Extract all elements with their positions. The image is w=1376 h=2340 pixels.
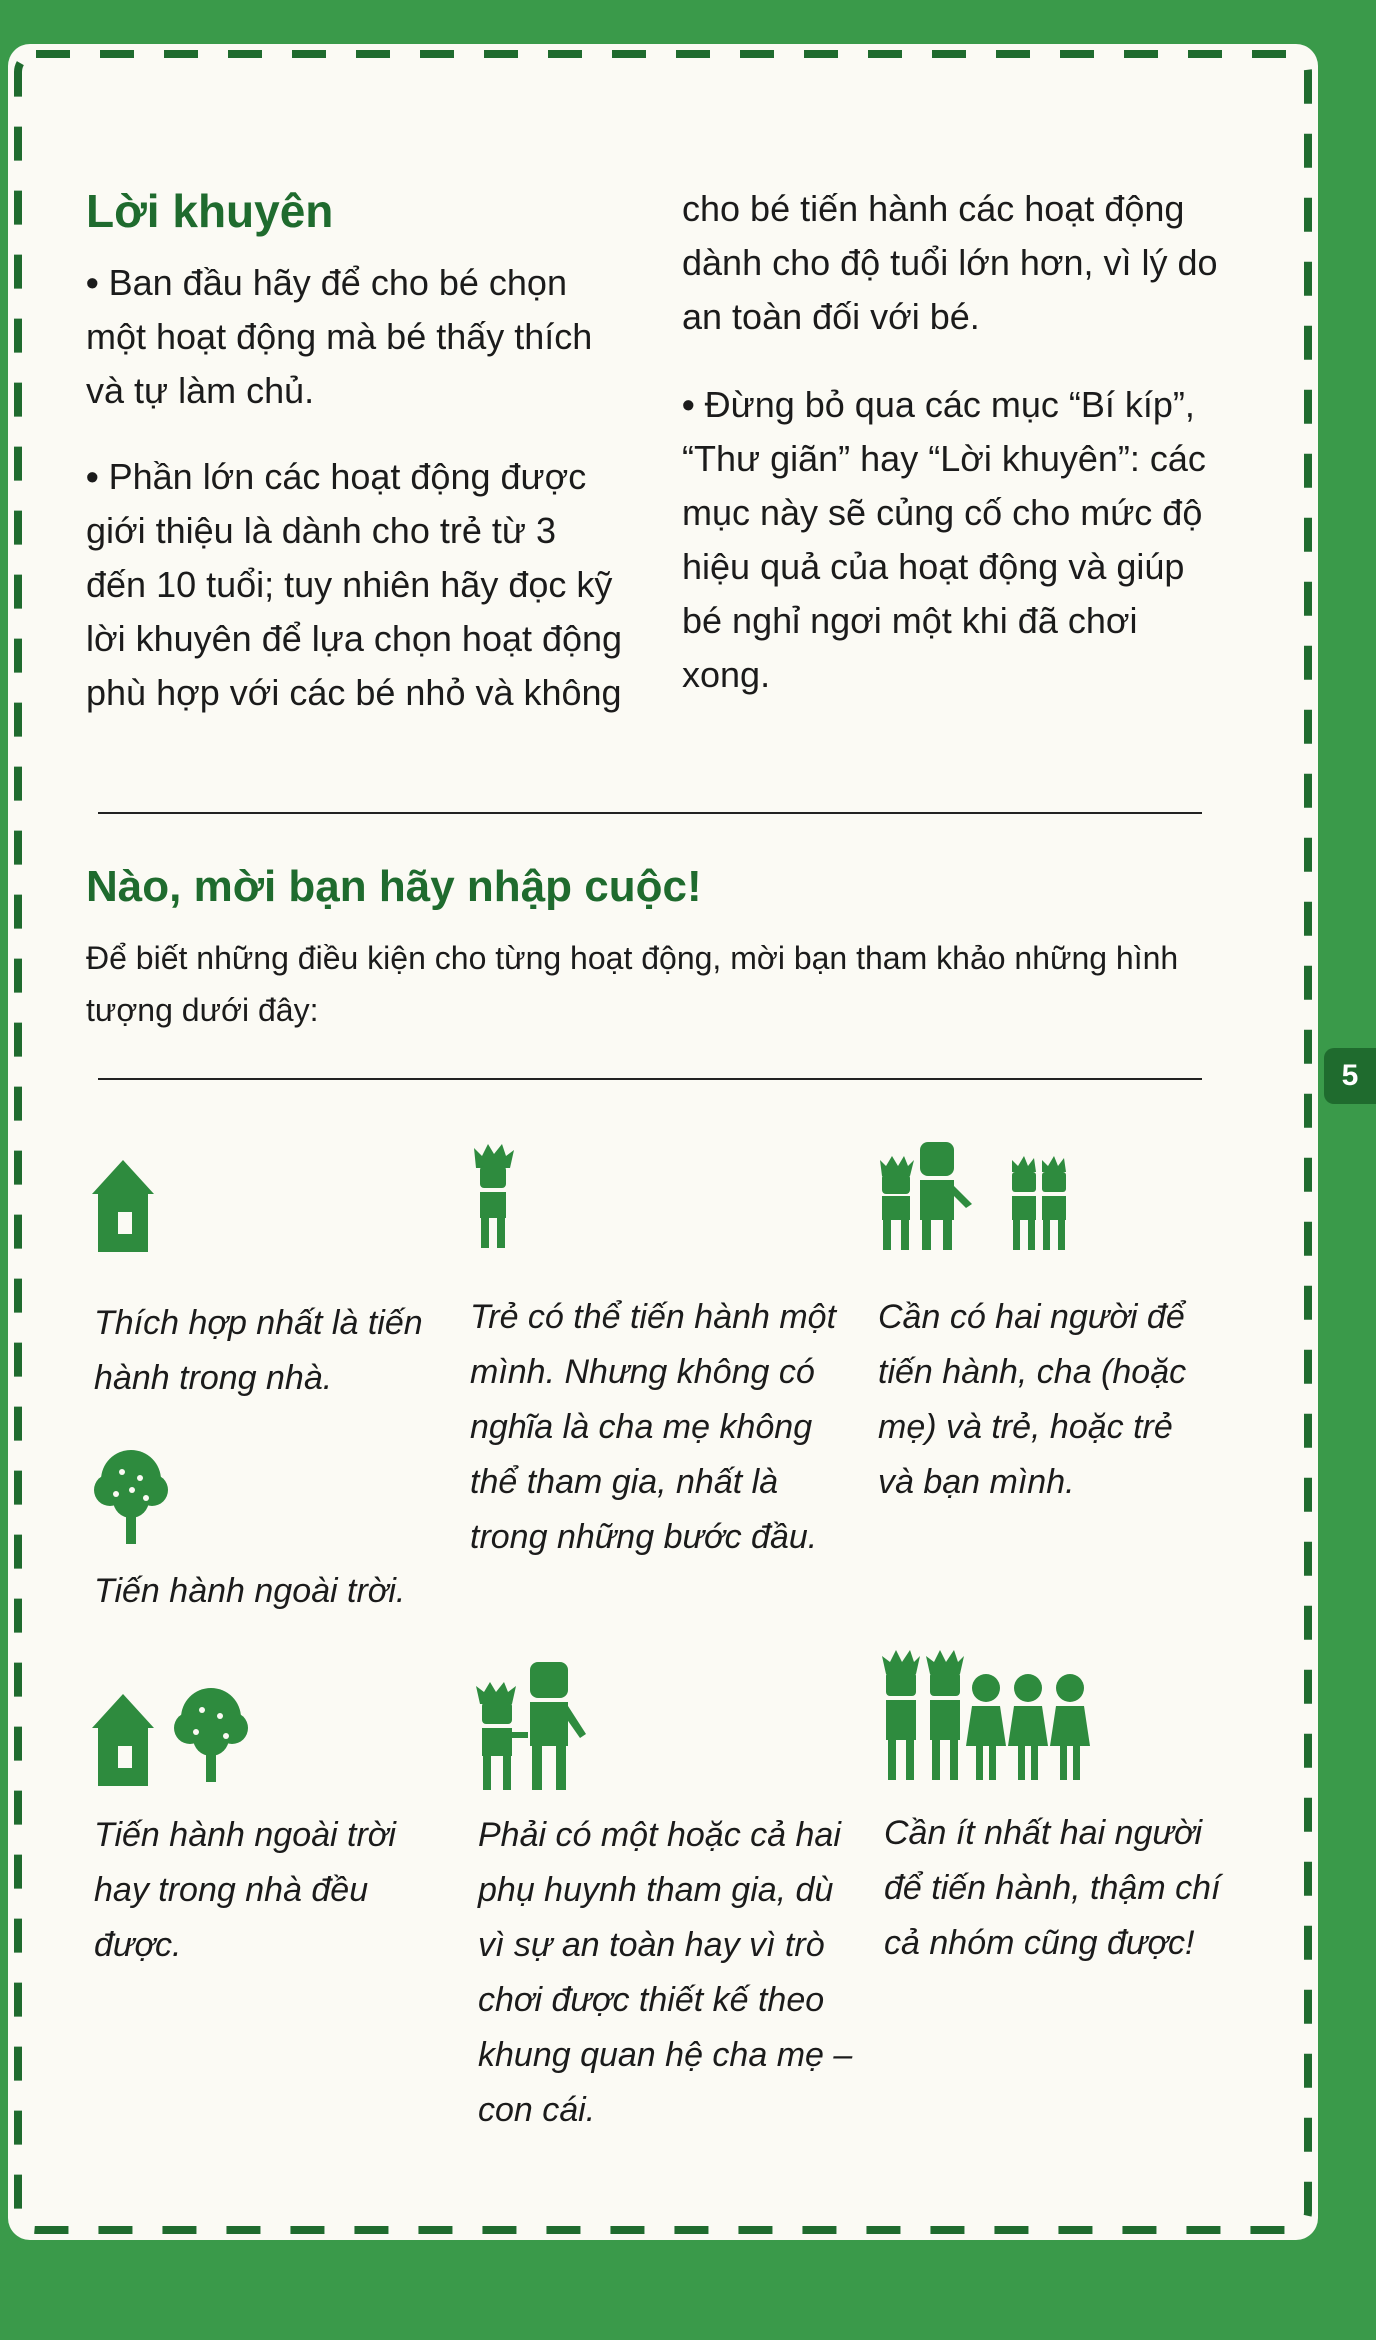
advice-bullet-1: • Ban đầu hãy để cho bé chọn một hoạt động mà bé thấy thích và tự làm chủ.	[86, 256, 626, 418]
caption-parent: Phải có một hoặc cả hai phụ huynh tham gia, dù vì sự an toàn hay vì trò chơi được thiết kế theo khung quan hệ cha mẹ – con cái.	[478, 1816, 853, 2129]
tree-icon-both	[174, 1686, 248, 1782]
caption-indoor: Thích hợp nhất là tiến hành trong nhà.	[94, 1304, 423, 1397]
child-icon	[468, 1142, 518, 1248]
caption-solo: Trẻ có thể tiến hành một mình. Nhưng không có nghĩa là cha mẹ không thể tham gia, nhất là trong những bước đầu.	[470, 1298, 837, 1556]
advice-bullet-2: • Phần lớn các hoạt động được giới thiệu là dành cho trẻ từ 3 đến 10 tuổi; tuy nhiên hãy đọc kỹ lời khuyên để lựa chọn hoạt động phù hợp với các bé nhỏ và không	[86, 450, 626, 720]
advice-bullet-2-continued: cho bé tiến hành các hoạt động dành cho độ tuổi lớn hơn, vì lý do an toàn đối với bé.	[682, 188, 1218, 337]
advice-heading: Lời khuyên	[86, 185, 334, 237]
parent-child-icon	[474, 1662, 590, 1790]
tree-icon	[94, 1448, 168, 1544]
join-intro: Để biết những điều kiện cho từng hoạt động, mời bạn tham khảo những hình tượng dưới đây:	[86, 940, 1179, 1028]
caption-pair: Cần có hai người để tiến hành, cha (hoặc mẹ) và trẻ, hoặc trẻ và bạn mình.	[878, 1298, 1187, 1501]
house-icon	[92, 1160, 154, 1252]
caption-both: Tiến hành ngoài trời hay trong nhà đều được.	[94, 1816, 396, 1964]
join-heading: Nào, mời bạn hãy nhập cuộc!	[86, 862, 702, 911]
divider-top	[98, 812, 1202, 814]
divider-bottom	[98, 1078, 1202, 1080]
advice-bullet-3: • Đừng bỏ qua các mục “Bí kíp”, “Thư giãn” hay “Lời khuyên”: các mục này sẽ củng cố cho mức độ hiệu quả của hoạt động và giúp bé nghỉ ngơi một khi đã chơi xong.	[682, 378, 1226, 702]
caption-group: Cần ít nhất hai người để tiến hành, thậm chí cả nhóm cũng được!	[884, 1814, 1221, 1962]
group-icon	[880, 1650, 1092, 1780]
house-icon-both	[92, 1694, 154, 1786]
caption-outdoor: Tiến hành ngoài trời.	[94, 1572, 406, 1610]
pair-icon	[876, 1142, 1076, 1250]
page-number-tab: 5	[1324, 1048, 1376, 1104]
